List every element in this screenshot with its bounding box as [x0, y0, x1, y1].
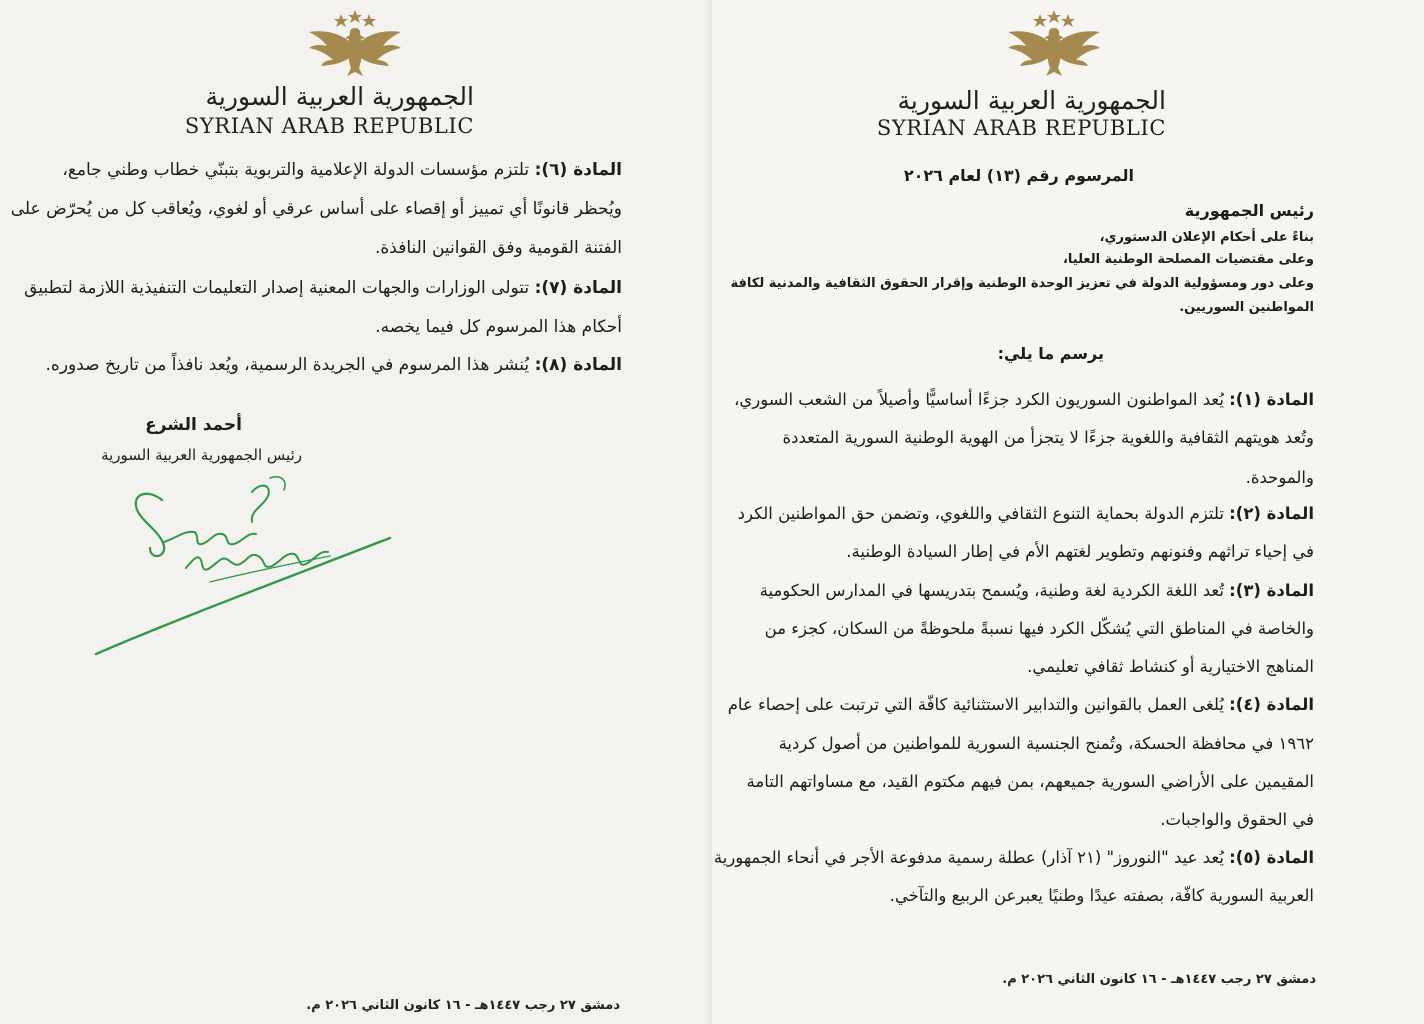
article-line: في الحقوق والواجبات.: [1160, 810, 1314, 829]
article-line: [714, 848, 1314, 867]
preamble-line: المواطنين السوريين.: [1179, 300, 1314, 315]
decrees-heading: يرسم ما يلي:: [997, 344, 1104, 363]
signatory-name: أحمد الشرع: [145, 415, 242, 435]
signature-image: [90, 472, 400, 662]
articles-block: [10, 160, 622, 390]
preamble-line: بناءً على أحكام الإعلان الدستوري،: [1099, 230, 1314, 245]
header-arabic-name: الجمهورية العربية السورية: [897, 86, 1166, 115]
article-text: تلتزم الدولة بحماية التنوع الثقافي واللغوي، وتضمن حق المواطنين الكرد: [737, 504, 1224, 523]
article-line: والخاصة في المناطق التي يُشكّل الكرد فيها نسبةً ملحوظةً من السكان، كجزء من: [764, 619, 1314, 638]
article-4-label: المادة (٤):: [1229, 695, 1314, 714]
article-line: ويُحظر قانونًا أي تمييز أو إقصاء على أساس عرقي أو لغوي، ويُعاقب كل من يُحرّض على: [10, 199, 622, 219]
article-2-label: المادة (٢):: [1229, 504, 1314, 523]
article-text: تلتزم مؤسسات الدولة الإعلامية والتربوية بتبنّي خطاب وطني جامع،: [62, 160, 530, 180]
article-text: يُلغى العمل بالقوانين والتدابير الاستثنائية كافّة التي ترتبت على إحصاء عام: [727, 695, 1224, 714]
article-line: وتُعد هويتهم الثقافية واللغوية جزءًا لا يتجزأ من الهوية الوطنية السورية المتعددة: [782, 428, 1314, 447]
article-text: تُعد اللغة الكردية لغة وطنية، ويُسمح بتدريسها في المدارس الحكومية: [759, 581, 1224, 600]
article-text: يُعد المواطنون السوريون الكرد جزءًا أساسيًّا وأصيلاً من الشعب السوري،: [734, 390, 1224, 409]
article-line: [760, 581, 1314, 600]
article-line: [728, 695, 1314, 714]
president-heading: رئيس الجمهورية: [1184, 201, 1314, 220]
article-8-label: المادة (٨):: [534, 355, 622, 375]
article-1-label: المادة (١):: [1229, 390, 1314, 409]
article-line: والموحدة.: [1245, 468, 1314, 487]
preamble-line: وعلى دور ومسؤولية الدولة في تعزيز الوحدة الوطنية وإقرار الحقوق الثقافية والمدنية لكافة: [730, 276, 1314, 291]
article-text: يُنشر هذا المرسوم في الجريدة الرسمية، ويُعد نافذاً من تاريخ صدوره.: [45, 355, 530, 375]
header-english-name: SYRIAN ARAB REPUBLIC: [876, 116, 1166, 140]
article-7-label: المادة (٧):: [534, 278, 622, 298]
header-arabic-name: الجمهورية العربية السورية: [205, 82, 474, 111]
article-line: الفتنة القومية وفق القوانين النافذة.: [374, 238, 622, 258]
article-6-label: المادة (٦):: [534, 160, 622, 180]
article-text: يُعد عيد "النوروز" (٢١ آذار) عطلة رسمية مدفوعة الأجر في أنحاء الجمهورية: [713, 848, 1224, 867]
article-line: ١٩٦٢ في محافظة الحسكة، وتُمنح الجنسية السورية للمواطنين من أصول كردية: [778, 734, 1314, 753]
article-3-label: المادة (٣):: [1229, 581, 1314, 600]
article-line: [62, 160, 622, 180]
article-line: [734, 390, 1314, 409]
article-line: [46, 355, 622, 375]
article-line: أحكام هذا المرسوم كل فيما يخصه.: [375, 317, 622, 337]
eagle-emblem-icon: [1004, 8, 1104, 80]
article-5-label: المادة (٥):: [1229, 848, 1314, 867]
article-line: [738, 504, 1314, 523]
document-page-right: [712, 0, 1424, 1024]
article-line: في إحياء تراثهم وفنونهم وتطوير لغتهم الأم في إطار السيادة الوطنية.: [846, 542, 1314, 561]
signatory-title: رئيس الجمهورية العربية السورية: [101, 446, 302, 464]
article-line: المناهج الاختيارية أو كنشاط ثقافي تعليمي.: [1027, 657, 1314, 676]
decree-title: المرسوم رقم (١٣) لعام ٢٠٢٦: [903, 166, 1134, 185]
preamble-line: وعلى مقتضيات المصلحة الوطنية العليا،: [1062, 252, 1314, 267]
article-line: [24, 278, 622, 298]
footer-date: دمشق ٢٧ رجب ١٤٤٧هـ - ١٦ كانون الثاني ٢٠٢٦ م.: [306, 998, 620, 1013]
footer-date: دمشق ٢٧ رجب ١٤٤٧هـ - ١٦ كانون الثاني ٢٠٢٦ م.: [1002, 972, 1316, 987]
article-text: تتولى الوزارات والجهات المعنية إصدار التعليمات التنفيذية اللازمة لتطبيق: [24, 278, 530, 298]
eagle-emblem-icon: [305, 8, 405, 80]
article-line: المقيمين على الأراضي السورية جميعهم، بمن فيهم مكتوم القيد، مع مساواتهم التامة: [746, 772, 1314, 791]
articles-block: [713, 390, 1314, 910]
header-english-name: SYRIAN ARAB REPUBLIC: [184, 114, 474, 138]
article-line: العربية السورية كافّة، بصفته عيدًا وطنيًا يعبرعن الربيع والتآخي.: [889, 886, 1314, 905]
preamble: [730, 230, 1314, 330]
